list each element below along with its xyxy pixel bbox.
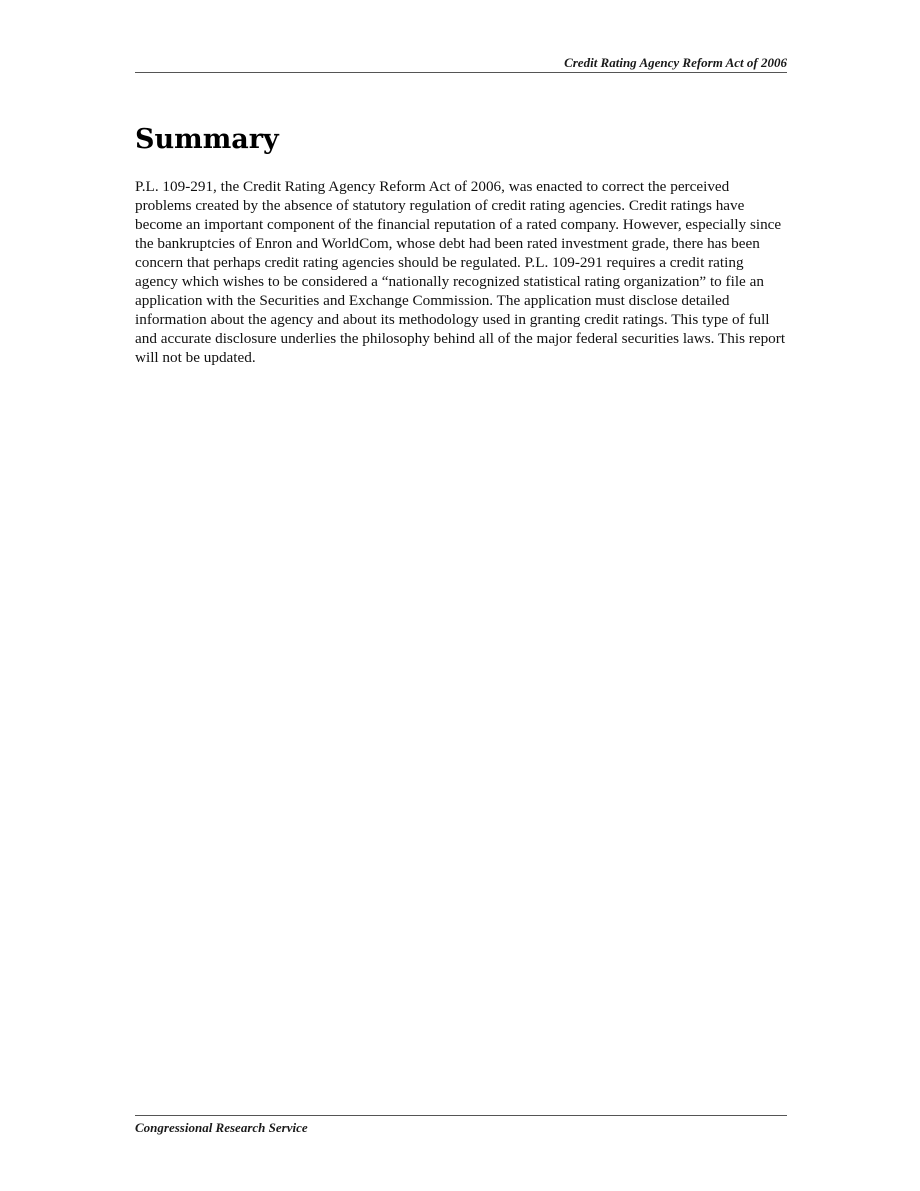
summary-paragraph: P.L. 109-291, the Credit Rating Agency Reform Act of 2006, was enacted to correct the perceived problems created by the absence of statutory regulation of credit rating agencies. Credit ratings have become an important component of the financial reputation of a rated company. However, especially since the bankruptcies of Enron and WorldCom, whose debt had been rated investment grade, there has been concern that perhaps credit rating agencies should be regulated. P.L. 109-291 requires a credit rating agency which wishes to be considered a “nationally recognized statistical rating organization” to file an application with the Securities and Exchange Commission. The application must disclose detailed information about the agency and about its methodology used in granting credit ratings. This type of full and accurate disclosure underlies the philosophy behind all of the major federal securities laws. This report will not be updated. <box>135 178 786 366</box>
section-title: Summary <box>135 124 279 155</box>
running-footer: Congressional Research Service <box>135 1120 308 1135</box>
footer-divider <box>135 1115 787 1116</box>
running-header: Credit Rating Agency Reform Act of 2006 <box>564 55 787 70</box>
header-divider <box>135 72 787 73</box>
